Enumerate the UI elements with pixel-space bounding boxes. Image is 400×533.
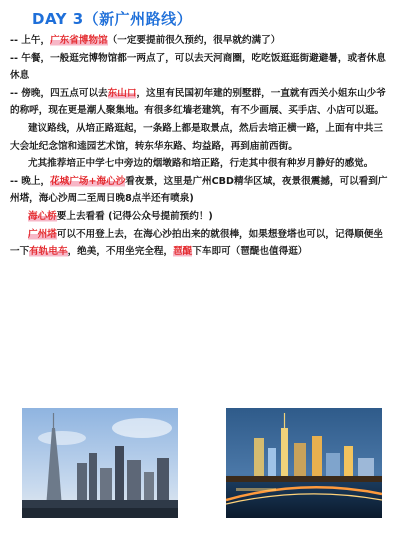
highlight-huacheng: 花城广场+海心沙: [50, 175, 126, 187]
text: ，这里有民国初年建的别墅群，一直就有西关小姐东山少爷的称呼，现在更是潮人聚集地。有很多红墙老建筑，有不少画展、买手店、小店可以逛。: [10, 87, 386, 117]
text: 建议路线，从培正路逛起，一条路上都是取景点，然后去培正横一路，上面有中共三大会址纪念馆和逵园艺术馆，转东华东路、均益路，再到庙前西街。: [10, 122, 383, 152]
text: 尤其推荐培正中学七中旁边的烟墩路和培正路，行走其中很有种岁月静好的感觉。: [28, 158, 374, 170]
text: -- 晚上，: [10, 175, 51, 187]
highlight-dongshankou: 东山口: [107, 87, 137, 99]
paragraph-night: [10, 173, 390, 208]
photo-canton-tower-day: [22, 408, 178, 518]
paragraph-route: [10, 120, 390, 155]
skyline-day-image: [22, 408, 178, 518]
paragraph-lunch: [10, 50, 390, 85]
text: 看夜景，这里是广州CBD精华区域，夜景很震撼，可以看到广州塔，海心沙周二至周日晚8点半还有喷泉): [10, 175, 388, 205]
photo-canton-night: [226, 408, 382, 518]
highlight-pati: 琶醍: [173, 246, 193, 258]
paragraph-evening: [10, 85, 390, 120]
text: （一定要提前很久预约，很早就约满了）: [107, 35, 281, 46]
page-title: DAY 3（新广州路线）: [32, 10, 193, 28]
text: -- 午餐，一般逛完博物馆都一两点了，可以去天河商圈，吃吃饭逛逛街避避暑，或者休息休息: [10, 52, 386, 82]
photo-row: [22, 408, 382, 518]
highlight-tram: 有轨电车: [29, 246, 68, 258]
paragraph-morning: [10, 32, 390, 50]
paragraph-tower: [10, 226, 390, 261]
text: -- 傍晚，四五点可以去: [10, 87, 108, 99]
text: -- 上午，: [10, 35, 51, 46]
skyline-night-image: [226, 408, 382, 518]
text: ，绝美，不用坐完全程，: [67, 246, 174, 258]
paragraph-bridge: [10, 208, 390, 226]
highlight-haixinqiao: 海心桥: [28, 210, 57, 222]
highlight-museum: 广东省博物馆: [50, 35, 108, 46]
highlight-canton-tower: 广州塔: [28, 228, 57, 240]
text: 可以不用登上去，在海心沙拍出来的就很棒，如果想登塔也可以，记得顺便坐一下: [10, 228, 383, 258]
text: 下车即可（琶醍也值得逛）: [192, 246, 308, 258]
text: 要上去看看 (记得公众号提前预约！): [56, 210, 213, 222]
paragraph-recommend: [10, 155, 390, 173]
